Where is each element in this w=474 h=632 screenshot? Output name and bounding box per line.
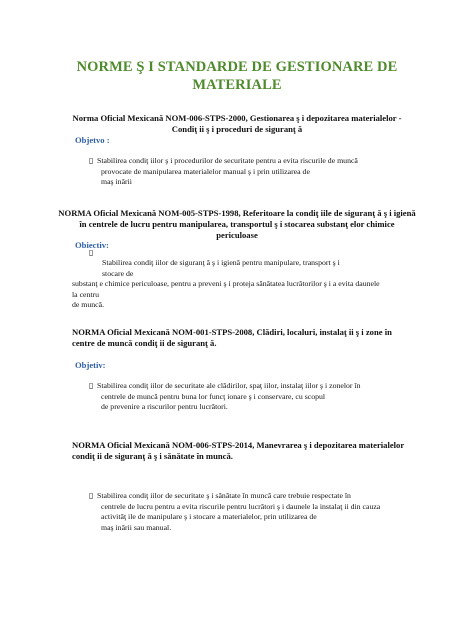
section-2-heading	[40, 208, 434, 241]
section-4-heading	[72, 440, 404, 462]
text-line: Stabilirea condiţ iilor de securitate ale clădirilor, spaţ iilor, instalaţ iilor ş i zonelor în	[97, 381, 361, 390]
section-3-objective-label: Objetiv:	[75, 360, 106, 370]
section-1-objective-label: Objetvo :	[75, 135, 110, 145]
heading-line: centre de muncă condiţ ii de siguranţ ă.	[72, 338, 217, 348]
text-line: provocate de manipularea materialelor manual ş i prin utilizarea de	[101, 166, 310, 176]
heading-line: condiţ ii de siguranţ ă ş i sănătate în muncă.	[72, 451, 233, 461]
heading-line: periculoase	[216, 230, 258, 240]
section-1-heading	[40, 113, 434, 135]
text-line: Stabilirea condiţ iilor de siguranţ ă ş i igienă pentru manipulare, transport ş i	[102, 258, 340, 267]
text-line: Stabilirea condiţ iilor ş i procedurilor de securitate pentru a evita riscurile de muncă	[97, 156, 358, 165]
title-line-2: MATERIALE	[192, 77, 282, 93]
text-line: Stabilirea condiţ iilor de securitate ş i sănătate în muncă care trebuie respectate în	[97, 491, 351, 500]
heading-line: Condiţ ii ş i proceduri de siguranţ ă	[171, 124, 303, 134]
heading-line: Norma Oficial Mexicană NOM-006-STPS-2000, Gestionarea ş i depozitarea materialelor -	[72, 113, 402, 123]
checkbox-bullet-icon: ▯	[89, 381, 94, 390]
checkbox-bullet-icon: ▯	[89, 248, 94, 257]
section-3-heading	[72, 327, 392, 349]
page-title	[40, 58, 434, 94]
section-1-objective-text	[97, 156, 358, 188]
text-line: substanţ e chimice periculoase, pentru a preveni ş i proteja sănătatea lucrătorilor ş i a evita daunele	[72, 279, 380, 288]
section-3-objective-text	[97, 381, 361, 413]
title-line-1: NORME Ş I STANDARDE DE GESTIONARE DE	[76, 59, 398, 75]
text-line: activităţ ile de manipulare ş i stocare a materialelor, prin utilizarea de	[101, 512, 317, 521]
heading-line: în centrele de lucru pentru manipularea, transportul ş i stocarea substanţ elor chimice	[79, 219, 395, 229]
heading-line: NORMA Oficial Mexicană NOM-001-STPS-2008, Clădiri, localuri, instalaţ ii ş i zone în	[72, 327, 392, 337]
text-line: maş inării sau manual.	[101, 522, 172, 532]
section-4-objective-text	[97, 491, 380, 533]
section-2-objective-text	[72, 258, 380, 311]
text-line: la centru	[72, 289, 100, 299]
heading-line: NORMA Oficial Mexicană NOM-005-STPS-1998, Referitoare la condiţ iile de siguranţ ă ş i igienă	[58, 208, 416, 218]
text-line: de prevenire a riscurilor pentru lucrători.	[101, 402, 228, 411]
checkbox-bullet-icon: ▯	[89, 491, 94, 500]
text-line: centrele de muncă pentru buna lor funcţ ionare ş i conservare, cu scopul	[101, 391, 326, 401]
checkbox-bullet-icon: ▯	[89, 156, 94, 165]
heading-line: NORMA Oficial Mexicană NOM-006-STPS-2014, Manevrarea ş i depozitarea materialelor	[72, 440, 405, 450]
section-2-objective-label: Obiectiv:	[75, 240, 109, 250]
text-line: maş inării	[101, 177, 132, 186]
text-line: centrele de lucru pentru a evita riscurile pentru lucrători ş i daunele la instalaţ ii din cauza	[101, 501, 381, 511]
text-line: de muncă.	[72, 300, 105, 309]
text-line: stocare de	[102, 268, 134, 278]
